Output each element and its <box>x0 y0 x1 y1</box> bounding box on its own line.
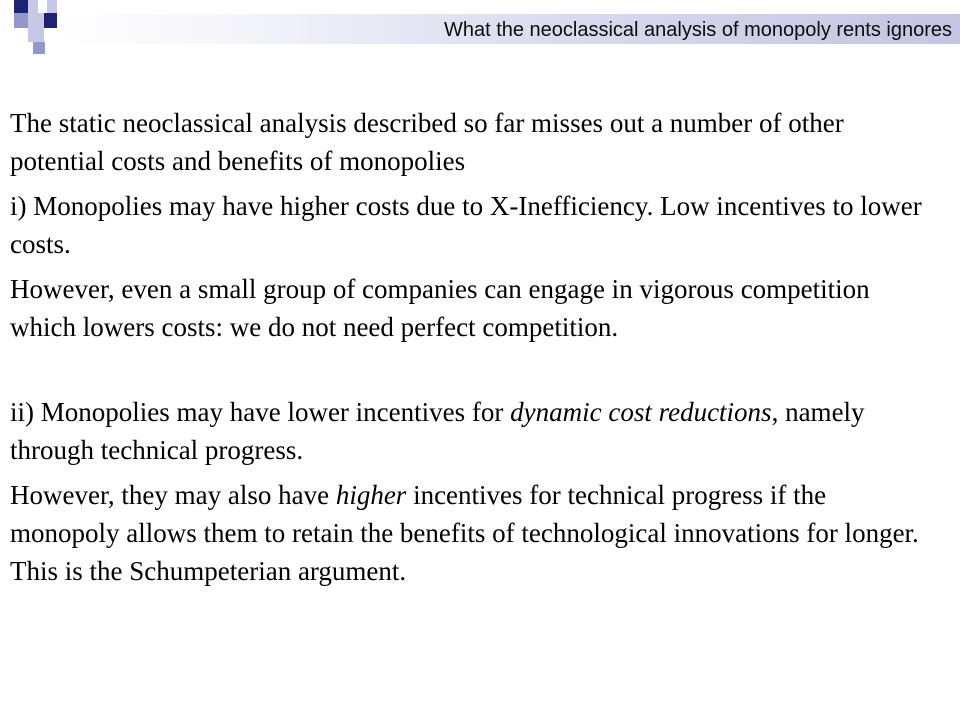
navy-square <box>44 13 57 28</box>
point-1-paragraph: i) Monopolies may have higher costs due to X-Inefficiency. Low incentives to lower costs. <box>10 191 922 259</box>
point-2-paragraph <box>10 393 935 469</box>
slide-body <box>10 104 935 590</box>
periwinkle-square <box>14 13 28 28</box>
lavender-square <box>28 28 44 42</box>
point-2-text-end: , namely through technical progress. <box>10 397 865 465</box>
lavender-square <box>28 0 38 13</box>
periwinkle-square <box>33 42 45 54</box>
slide-title: What the neoclassical analysis of monopoly rents ignores <box>443 19 952 41</box>
lavender-square <box>28 13 44 28</box>
point-2-emphasis: dynamic cost reductions <box>510 397 772 427</box>
navy-square <box>14 0 28 13</box>
periwinkle-square <box>47 0 57 13</box>
intro-paragraph: The static neoclassical analysis described so far misses out a number of other potential costs and benefits of monopolies <box>10 108 844 176</box>
point-2-counter-text-end: incentives for technical progress if the monopoly allows them to retain the benefits of technological innovations for longer. This is the Schumpeterian argument. <box>10 480 919 586</box>
point-2-counter-text: However, they may also have <box>10 480 336 510</box>
point-2-counter-emphasis: higher <box>335 480 407 510</box>
point-2-text: ii) Monopolies may have lower incentives for <box>10 397 511 427</box>
point-2-counter-paragraph <box>10 476 935 590</box>
point-1-counter-paragraph: However, even a small group of companies can engage in vigorous competition which lowers costs: we do not need perfect competition. <box>10 274 870 342</box>
